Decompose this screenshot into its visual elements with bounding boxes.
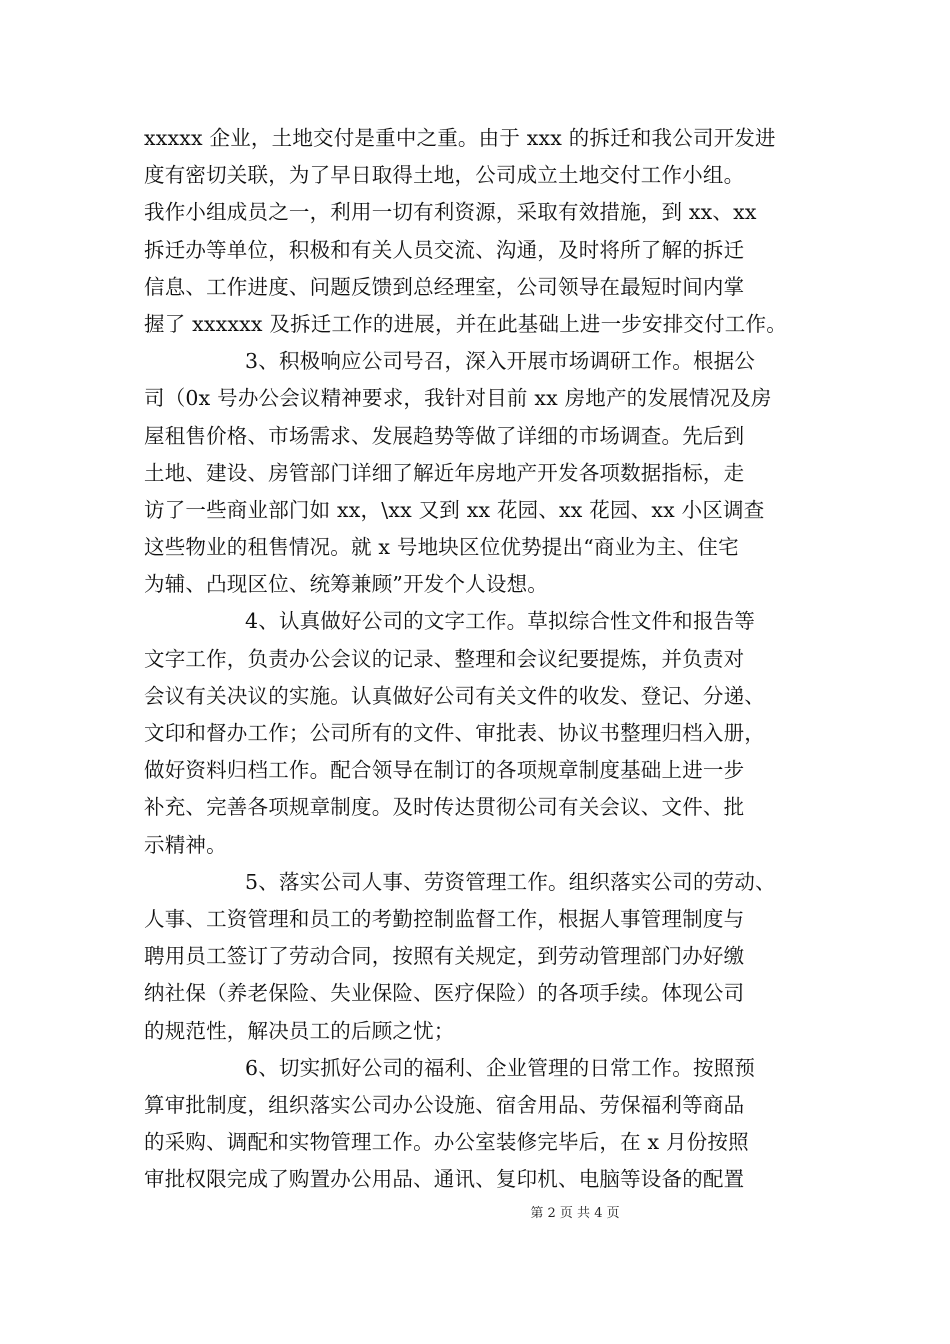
text-line: 的规范性，解决员工的后顾之忧； [144,1018,455,1043]
text-line: 信息、工作进度、问题反馈到总经理室，公司领导在最短时间内掌 [144,274,745,299]
body-text [144,120,812,1198]
text-line: 这些物业的租售情况。就 x 号地块区位优势提出“商业为主、住宅 [144,535,739,560]
paragraph-start-line: 5、落实公司人事、劳资管理工作。组织落实公司的劳动、 [245,869,776,894]
text-line: 度有密切关联，为了早日取得土地，公司成立土地交付工作小组。 [144,163,745,188]
text-line: 文字工作，负责办公会议的记录、整理和会议纪要提炼，并负责对 [144,646,745,671]
text-line: 的采购、调配和实物管理工作。办公室装修完毕后，在 x 月份按照 [144,1130,749,1155]
text-line: 人事、工资管理和员工的考勤控制监督工作，根据人事管理制度与 [144,906,745,931]
text-line: 拆迁办等单位，积极和有关人员交流、沟通，及时将所了解的拆迁 [144,237,745,262]
text-line: 算审批制度，组织落实公司办公设施、宿舍用品、劳保福利等商品 [144,1092,745,1117]
text-line: 访了一些商业部门如 xx，\xx 又到 xx 花园、xx 花园、xx 小区调查 [144,497,765,522]
text-line: 握了 xxxxxx 及拆迁工作的进展，并在此基础上进一步安排交付工作。 [144,311,787,336]
text-line: 补充、完善各项规章制度。及时传达贯彻公司有关会议、文件、批 [144,795,745,820]
text-line: 纳社保（养老保险、失业保险、医疗保险）的各项手续。体现公司 [144,981,745,1006]
paragraph-start-line: 4、认真做好公司的文字工作。草拟综合性文件和报告等 [245,609,756,634]
text-line: 土地、建设、房管部门详细了解近年房地产开发各项数据指标，走 [144,460,745,485]
text-line: 做好资料归档工作。配合领导在制订的各项规章制度基础上进一步 [144,758,745,783]
paragraph-start-line: 3、积极响应公司号召，深入开展市场调研工作。根据公 [245,349,756,374]
text-line: 示精神。 [144,832,227,857]
text-line: 文印和督办工作；公司所有的文件、审批表、协议书整理归档入册， [144,721,765,745]
text-line: xxxxx 企业，土地交付是重中之重。由于 xxx 的拆迁和我公司开发进 [144,126,776,150]
paragraph-start-line: 6、切实抓好公司的福利、企业管理的日常工作。按照预 [245,1055,756,1080]
text-line: 我作小组成员之一，利用一切有利资源，采取有效措施，到 xx、xx [144,200,757,225]
text-line: 审批权限完成了购置办公用品、通讯、复印机、电脑等设备的配置 [144,1167,745,1192]
text-line: 会议有关决议的实施。认真做好公司有关文件的收发、登记、分递、 [144,683,765,708]
text-line: 为辅、凸现区位、统筹兼顾”开发个人设想。 [144,572,548,597]
text-line: 聘用员工签订了劳动合同，按照有关规定，到劳动管理部门办好缴 [144,944,745,969]
page-footer: 第 2 页 共 4 页 [530,1206,620,1221]
text-line: 屋租售价格、市场需求、发展趋势等做了详细的市场调查。先后到 [144,423,745,448]
text-line: 司（0x 号办公会议精神要求，我针对目前 xx 房地产的发展情况及房 [144,386,772,411]
